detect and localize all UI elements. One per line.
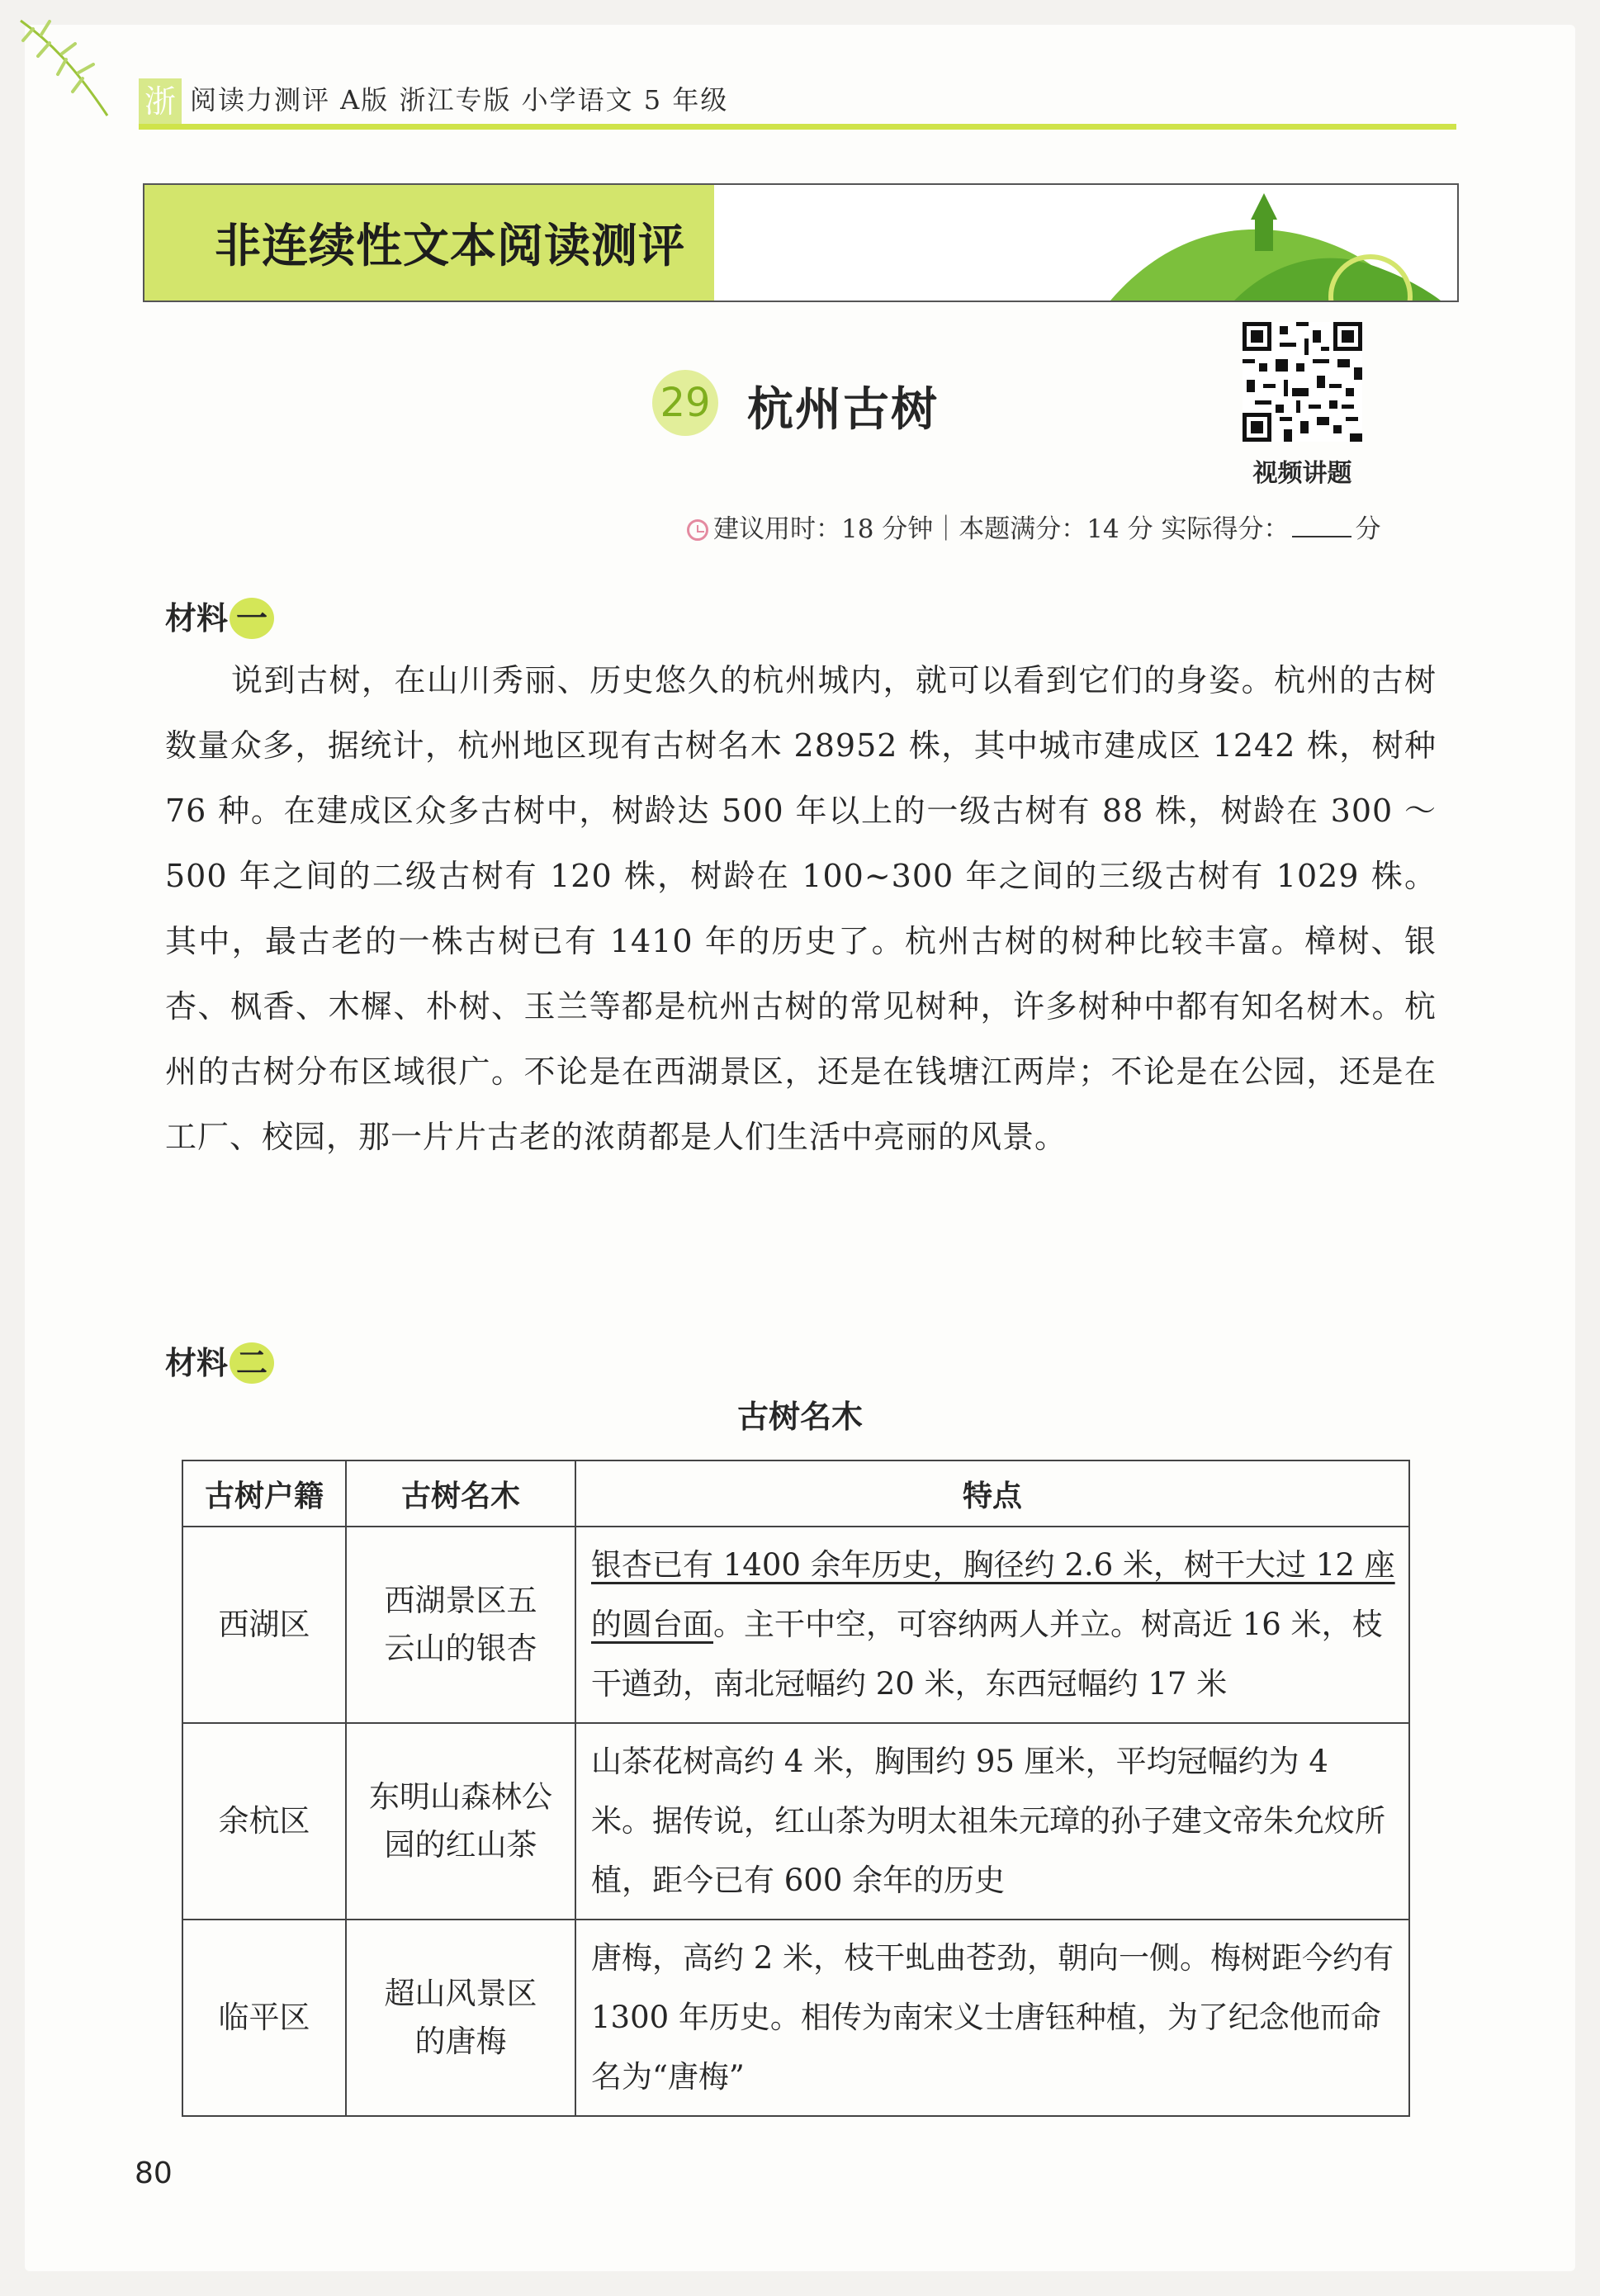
series-header: 阅读力测评 A版 浙江专版 小学语文 5 年级 [190, 84, 729, 116]
material2-num: 二 [230, 1342, 274, 1384]
ancient-trees-table [182, 1460, 1410, 2117]
tree-cell: 东明山森林公园的红山茶 [346, 1723, 575, 1920]
section-banner [143, 183, 1459, 302]
time-score-line [687, 508, 1380, 545]
material2-label [165, 1337, 274, 1384]
pagoda-hills-icon [1110, 185, 1457, 301]
lesson-title: 杭州古树 [747, 383, 939, 437]
header-feature: 特点 [575, 1460, 1409, 1527]
material1-paragraph: 说到古树，在山川秀丽、历史悠久的杭州城内，就可以看到它们的身姿。杭州的古树数量众多，据统计，杭州地区现有古树名木 28952 株，其中城市建成区 1242 株，树种 76 种。在建成区众多古树中，树龄达 500 年以上的一级古树有 88 株，树龄在 300 ～ 500 年之间的二级古树有 120 株，树龄在 100~300 年之间的三级古树有 1029 株。其中，最古老的一株古树已有 1410 年的历史了。杭州古树的树种比较丰富。樟树、银杏、枫香、木樨、朴树、玉兰等都是杭州古树的常见树种，许多树种中都有知名树木。杭州的古树分布区域很广。不论是在西湖景区，还是在钱塘江两岸；不论是在公园，还是在工厂、校园，那一片片古老的浓荫都是人们生活中亮丽的风景。 [165, 662, 1437, 1155]
page-number: 80 [135, 2156, 173, 2190]
score-blank[interactable] [1292, 536, 1351, 537]
score-unit: 分 [1355, 514, 1381, 544]
header-tree: 古树名木 [346, 1460, 575, 1527]
table-row [182, 1527, 1409, 1723]
material1-label-text: 材料 [165, 600, 229, 637]
banner-title: 非连续性文本阅读测评 [215, 220, 685, 273]
material1-label [165, 593, 274, 639]
district-cell: 临平区 [182, 1920, 346, 2116]
material1-num: 一 [230, 598, 274, 639]
district-cell: 余杭区 [182, 1723, 346, 1920]
tree-cell: 超山风景区的唐梅 [346, 1920, 575, 2116]
lesson-number-badge: 29 [652, 370, 718, 436]
qr-code-icon[interactable] [1243, 322, 1362, 442]
feature-cell [575, 1527, 1409, 1723]
feature-rest: 。主干中空，可容纳两人并立。树高近 16 米，枝干遒劲，南北冠幅约 20 米，东西冠幅约 17 米 [591, 1607, 1383, 1702]
qr-label: 视频讲题 [1252, 459, 1352, 488]
material2-label-text: 材料 [165, 1345, 229, 1381]
table-row [182, 1723, 1409, 1920]
feature-cell: 唐梅，高约 2 米，枝干虬曲苍劲，朝向一侧。梅树距今约有 1300 年历史。相传为南宋义士唐钰种植，为了纪念他而命名为“唐梅” [575, 1920, 1409, 2116]
tree-cell: 西湖景区五云山的银杏 [346, 1527, 575, 1723]
feature-underlined: 银杏已有 1400 余年历史，胸径约 2.6 米，树干大过 12 座的圆台面 [591, 1547, 1395, 1642]
time-score-text: 建议用时：18 分钟｜本题满分：14 分 实际得分： [713, 514, 1290, 544]
district-cell: 西湖区 [182, 1527, 346, 1723]
header-rule [139, 124, 1456, 130]
feature-cell: 山茶花树高约 4 米，胸围约 95 厘米，平均冠幅约为 4 米。据传说，红山茶为明太祖朱元璋的孙子建文帝朱允炆所植，距今已有 600 余年的历史 [575, 1723, 1409, 1920]
table-title: 古树名木 [736, 1399, 863, 1435]
table-row [182, 1920, 1409, 2116]
willow-branch-icon [17, 17, 140, 124]
region-badge: 浙 [139, 78, 182, 125]
clock-icon [687, 519, 708, 541]
table-header-row [182, 1460, 1409, 1527]
header-district: 古树户籍 [182, 1460, 346, 1527]
